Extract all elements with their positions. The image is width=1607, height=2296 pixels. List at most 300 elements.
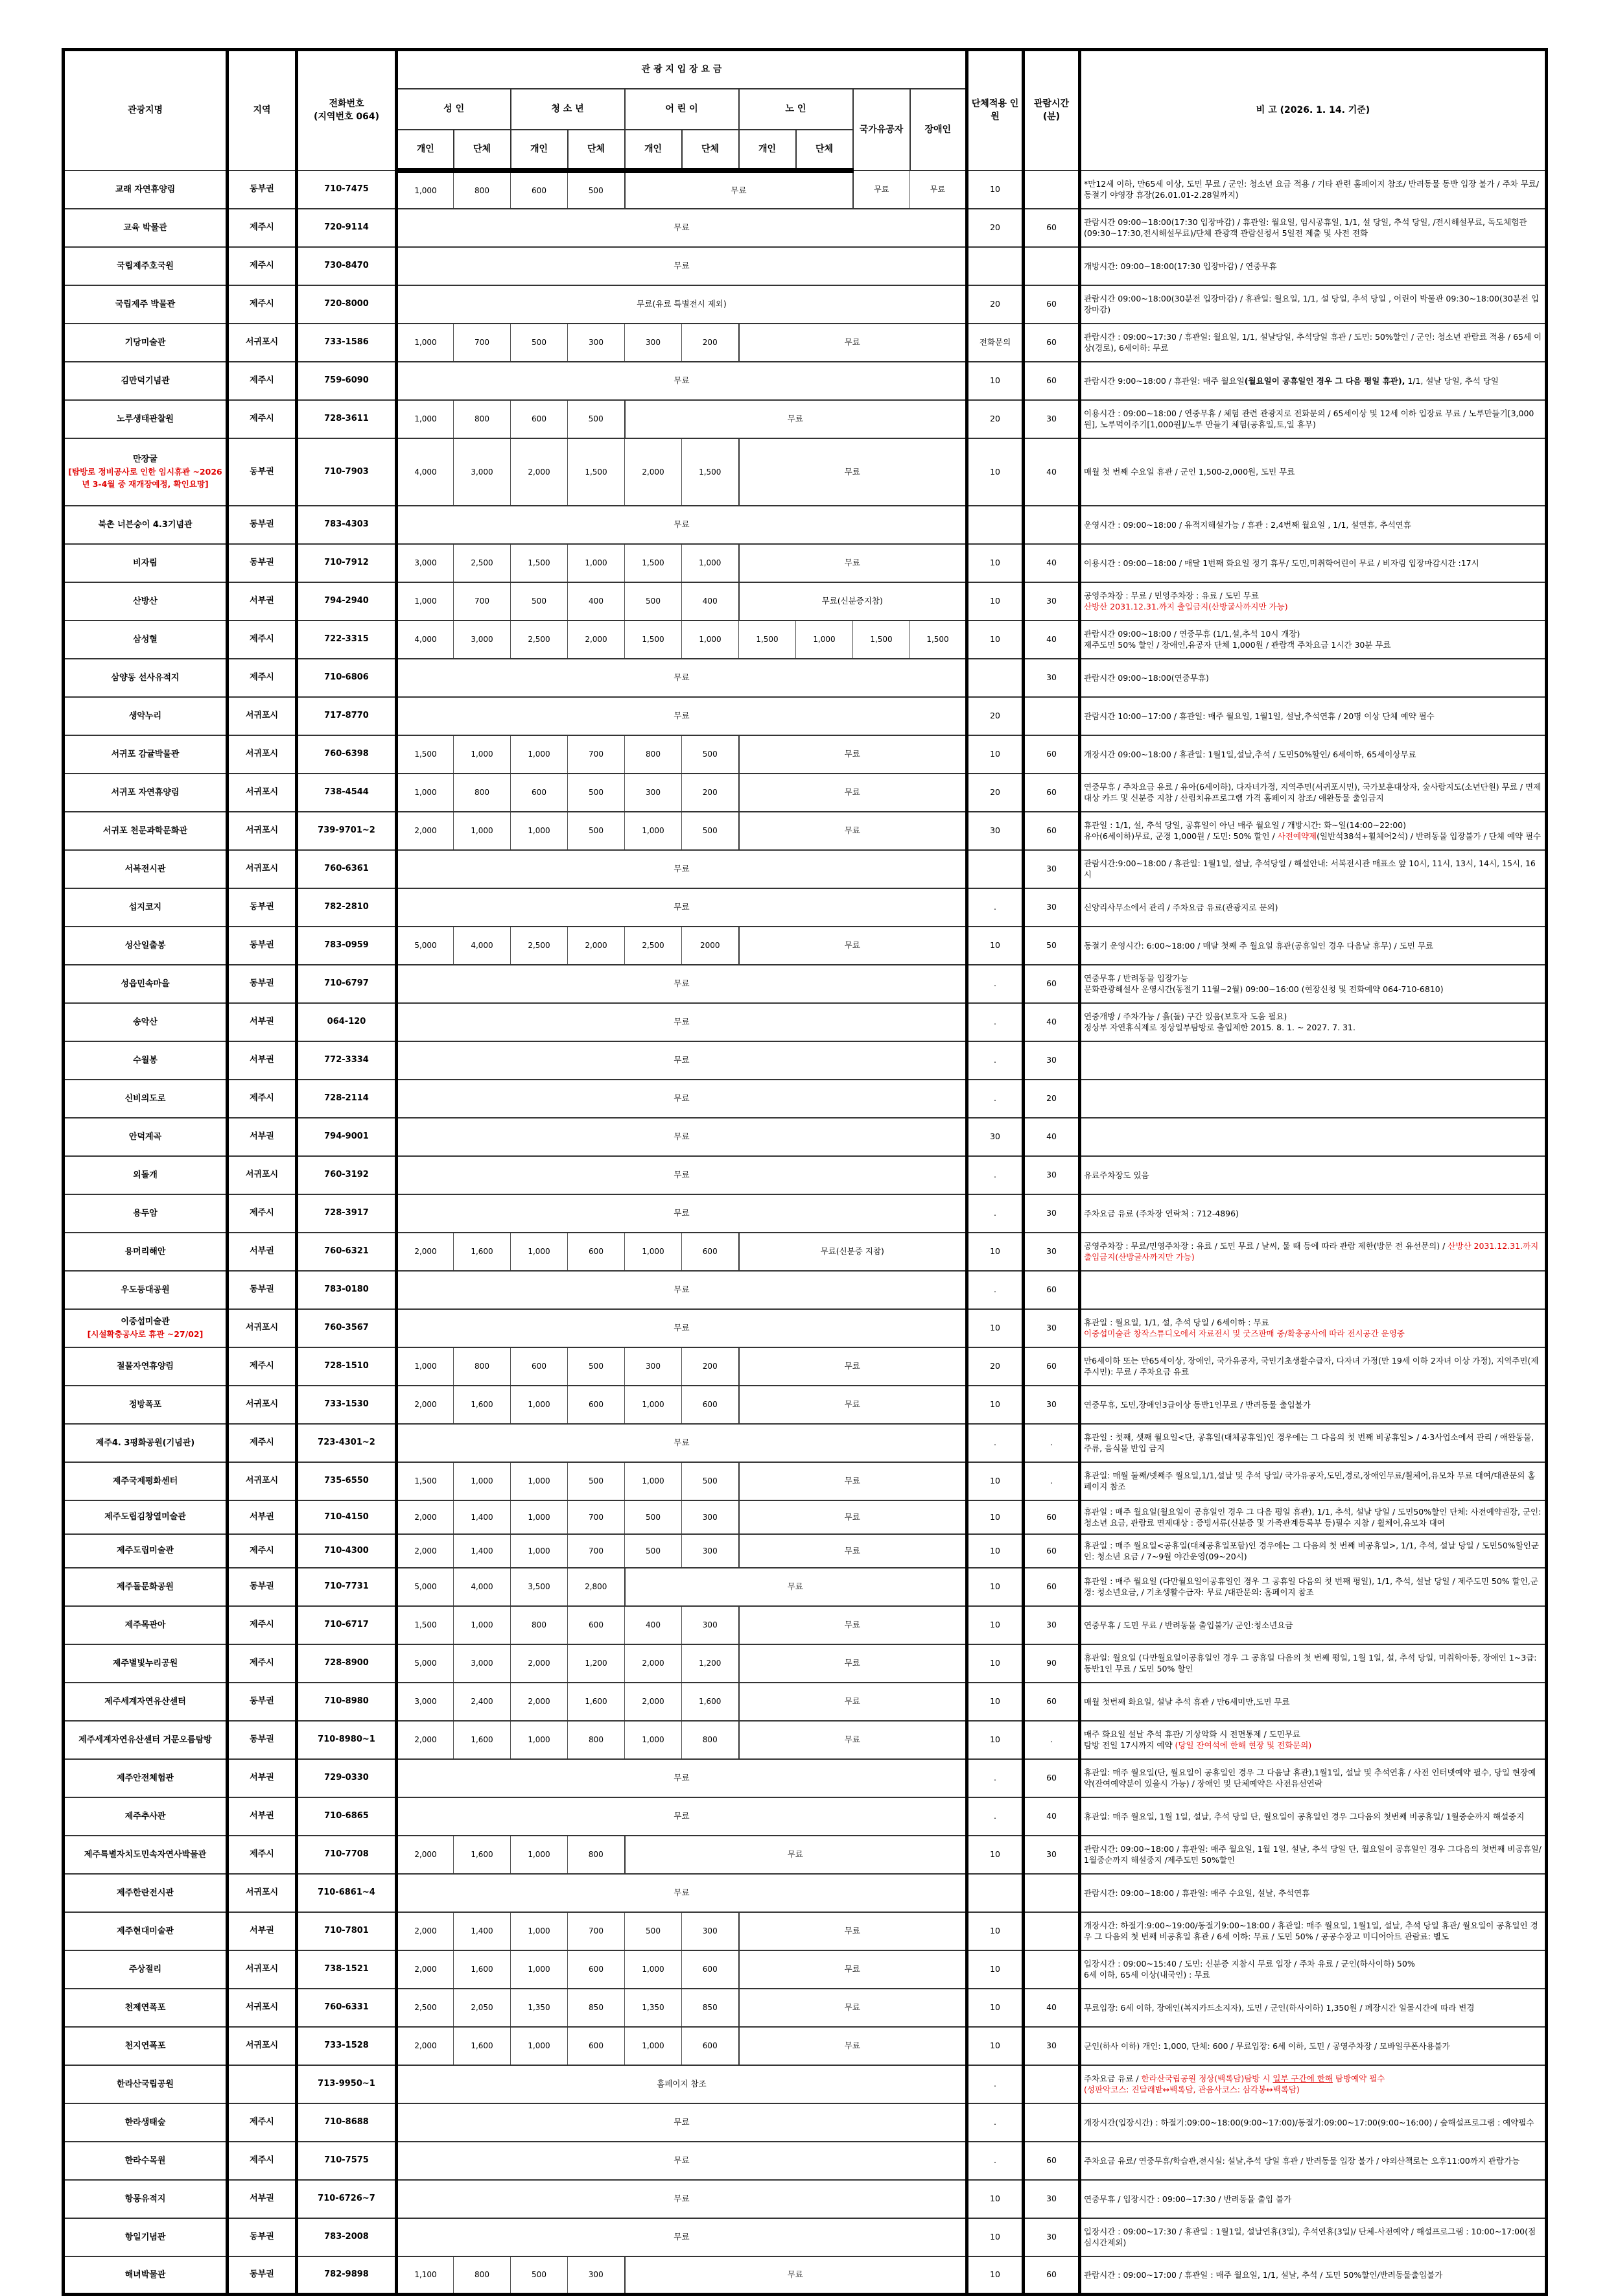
group-min-persons: 10: [967, 2256, 1024, 2295]
attraction-name: 외돌개: [133, 1170, 158, 1180]
table-row: [64, 209, 1547, 247]
region: 동부권: [228, 2256, 297, 2295]
remarks: [1080, 1080, 1547, 1118]
fee-value: 600: [568, 1606, 625, 1644]
fee-value: 800: [511, 1606, 568, 1644]
remarks: [1080, 400, 1547, 438]
remark-text: 매월 첫번째 화요일, 설날 추석 휴관 / 만6세미만,도민 무료: [1084, 1696, 1290, 1707]
remark-text: 휴관일: 월요일 (다만월요일이공휴일인 경우 그 공휴일 다음의 첫 번째 평일, 1월 1일, 설, 추석 당일, 미취학아동, 장애인 1~3급: 동반1인 무료 / 도민 50% 할인: [1084, 1653, 1537, 1674]
attraction-name-cell: [64, 2065, 228, 2103]
fee-value: 2,000: [397, 1836, 454, 1874]
fee-value: 500: [511, 582, 568, 621]
attraction-name-cell: [64, 1721, 228, 1759]
attraction-name-cell: [64, 1156, 228, 1194]
fee-value: 600: [682, 1386, 739, 1424]
free-admission: 무료(신분증지참): [739, 582, 967, 621]
view-time-minutes: 60: [1024, 209, 1080, 247]
fee-value: 1,000: [397, 582, 454, 621]
header-senior-group: 단체: [796, 130, 853, 171]
attraction-name: 절물자연휴양림: [117, 1361, 174, 1371]
remarks: [1080, 850, 1547, 888]
fee-value: 2,500: [511, 621, 568, 659]
fee-value: 1,000: [568, 544, 625, 582]
group-min-persons: 10: [967, 544, 1024, 582]
view-time-minutes: .: [1024, 1424, 1080, 1462]
table-row: [64, 324, 1547, 362]
remark-text: 휴관일 : 첫째, 셋째 월요일<단, 공휴일(대체공휴일)인 경우에는 그 다음의 첫 번째 비공휴일> / 4·3사업소에서 관리 / 애완동물, 주류, 음식물 반입 금지: [1084, 1432, 1534, 1453]
free-admission: 무료: [397, 1003, 967, 1041]
remark-text: 입장시간 : 09:00~15:40 / 도민: 신분증 지참시 무료 입장 / 주차 유료 / 군인(하사이하) 50%: [1084, 1959, 1415, 1969]
attraction-name-cell: [64, 1271, 228, 1309]
phone-number: 710-4150: [297, 1500, 397, 1534]
remarks: [1080, 1683, 1547, 1721]
fee-value: 500: [625, 582, 682, 621]
remark-text: 휴관일 : 1/1, 설, 추석 당일, 공휴일이 아닌 매주 월요일 / 개방시간: 화~일(14:00~22:00): [1084, 820, 1406, 830]
fee-value: 1,500: [625, 544, 682, 582]
table-row: [64, 1003, 1547, 1041]
fee-value: 1,000: [511, 1950, 568, 1989]
fee-value: 200: [682, 324, 739, 362]
attraction-name-cell: [64, 544, 228, 582]
region: 제주시: [228, 2103, 297, 2142]
remark-text: (당일 잔여석에 한해 현장 및 전화문의): [1175, 1740, 1312, 1750]
region: 서귀포시: [228, 1156, 297, 1194]
region: 서부권: [228, 582, 297, 621]
fee-value: 1,000: [511, 1534, 568, 1568]
group-min-persons: 30: [967, 812, 1024, 850]
free-admission: 무료: [739, 544, 967, 582]
fee-value: 700: [568, 1500, 625, 1534]
attraction-name-cell: [64, 1118, 228, 1156]
fee-value: 1,000: [511, 1500, 568, 1534]
attraction-name: 생약누리: [128, 711, 162, 721]
region: 서귀포시: [228, 735, 297, 774]
attraction-name: 김만덕기념관: [121, 375, 170, 386]
table-row: [64, 850, 1547, 888]
table-row: [64, 1721, 1547, 1759]
view-time-minutes: 60: [1024, 1534, 1080, 1568]
fee-value: 3,000: [397, 544, 454, 582]
header-youth: 청 소 년: [511, 89, 625, 130]
fee-value: 1,500: [739, 621, 796, 659]
remark-text: 입장시간 : 09:00~17:30 / 휴관일 : 1월1일, 설날연휴(3일), 추석연휴(3일)/ 단체-사전예약 / 해설프로그램 : 10:00~17:00(점심시간제외): [1084, 2227, 1536, 2247]
fee-value: 5,000: [397, 927, 454, 965]
free-admission: 무료: [397, 1424, 967, 1462]
table-row: [64, 1462, 1547, 1500]
group-min-persons: 10: [967, 1644, 1024, 1683]
remark-text: 연중무휴 / 주차요금 유료 / 유아(6세이하), 다자녀가정, 지역주민(서귀포시민), 국가보훈대상자, 숲사랑지도(소년단원) 무료 / 면제대상 카드 및 신분증 지참 / 산림치유프로그램 가격 홈페이지 참조/ 애완동물 출입금지: [1084, 782, 1542, 803]
attraction-name: 서복전시관: [124, 864, 166, 874]
free-admission: 무료: [397, 1118, 967, 1156]
fee-value: 1,400: [454, 1912, 511, 1950]
remark-text: 정상부 자연휴식제로 정상일부탐방로 출입제한 2015. 8. 1. ~ 2027. 7. 31.: [1084, 1023, 1355, 1032]
attraction-name: 제주4. 3평화공원(기념관): [95, 1438, 195, 1448]
view-time-minutes: 40: [1024, 1118, 1080, 1156]
phone-number: 739-9701~2: [297, 812, 397, 850]
header-phone: [297, 50, 397, 171]
fee-value: 500: [568, 1347, 625, 1386]
phone-number: 710-6726~7: [297, 2180, 397, 2218]
phone-number: 733-1530: [297, 1386, 397, 1424]
attraction-name: 교래 자연휴양림: [115, 184, 176, 195]
phone-number: 722-3315: [297, 621, 397, 659]
free-admission: 무료: [397, 850, 967, 888]
free-admission: 무료: [397, 506, 967, 544]
table-row: [64, 1118, 1547, 1156]
remark-text: 이중섭미술관 창작스튜디오에서 자료전시 및 굿즈판매 중/확충공사에 따라 전시공간 운영중: [1084, 1329, 1405, 1338]
table-row: [64, 1836, 1547, 1874]
region: 서귀포시: [228, 1309, 297, 1347]
table-row: [64, 774, 1547, 812]
group-min-persons: 10: [967, 1912, 1024, 1950]
fee-value: 1,000: [511, 1386, 568, 1424]
group-min-persons: [967, 247, 1024, 285]
phone-number: 794-9001: [297, 1118, 397, 1156]
attraction-name-cell: [64, 1874, 228, 1912]
remarks: [1080, 1836, 1547, 1874]
fee-value: 1,350: [511, 1989, 568, 2027]
remarks: [1080, 1347, 1547, 1386]
remarks: [1080, 1424, 1547, 1462]
table-row: [64, 362, 1547, 400]
remark-text: 휴관일 : 매주 월요일<공휴일(대체공휴일포함)인 경우에는 그 다음의 첫 번째 비공휴일>, 1/1, 추석, 설날 당일 / 도민50%할인군인: 청소년 요금 / 7~9월 야간운영(09~20시): [1084, 1540, 1539, 1561]
view-time-minutes: 60: [1024, 1683, 1080, 1721]
closure-notice: [탐방로 정비공사로 인한 임시휴관 ~2026년 3-4월 중 재개장예정, 확인요망]: [68, 467, 222, 489]
fee-value: 2,000: [397, 1233, 454, 1271]
remark-text: 6세 이하, 65세 이상(내국인) : 무료: [1084, 1970, 1210, 1980]
remarks: [1080, 171, 1547, 209]
region: 제주시: [228, 1080, 297, 1118]
attraction-name-cell: [64, 1080, 228, 1118]
free-admission: 무료: [625, 1836, 967, 1874]
region: 동부권: [228, 1683, 297, 1721]
view-time-minutes: 30: [1024, 1836, 1080, 1874]
attraction-name-cell: [64, 506, 228, 544]
remark-text: 관람시간 09:00~18:00(30분전 입장마감) / 휴관일: 월요일, 1/1, 설 당일, 추석 당일 , 어린이 박물관 09:30~18:00(30분전 입장마감): [1084, 294, 1539, 314]
attraction-name: 성읍민속마을: [121, 978, 170, 989]
table-row: [64, 1194, 1547, 1233]
free-admission: 무료: [397, 1759, 967, 1797]
remarks: [1080, 735, 1547, 774]
remark-text: 개장시간 09:00~18:00 / 휴관일: 1월1일,설날,추석 / 도민50%할인/ 6세이하, 65세이상무료: [1084, 749, 1416, 759]
fee-value: 5,000: [397, 1644, 454, 1683]
fee-value: 700: [454, 582, 511, 621]
remarks: [1080, 2103, 1547, 2142]
fee-value: 1,200: [568, 1644, 625, 1683]
fee-value: 1,500: [511, 544, 568, 582]
fee-value: 4,000: [397, 438, 454, 506]
remark-text: 개방시간: 09:00~18:00(17:30 입장마감) / 연중무휴: [1084, 261, 1277, 271]
fee-value: 300: [682, 1500, 739, 1534]
region: 서부권: [228, 2180, 297, 2218]
table-row: [64, 1271, 1547, 1309]
attraction-name: 한라산국립공원: [117, 2079, 174, 2089]
header-child: 어 린 이: [625, 89, 739, 130]
phone-number: 710-6797: [297, 965, 397, 1003]
table-row: [64, 1386, 1547, 1424]
table-row: [64, 1534, 1547, 1568]
view-time-minutes: 60: [1024, 1347, 1080, 1386]
header-phone-line1: 전화번호: [329, 99, 364, 110]
remarks: [1080, 1386, 1547, 1424]
phone-number: 772-3334: [297, 1041, 397, 1080]
group-min-persons: .: [967, 888, 1024, 927]
fee-value: 1,000: [625, 1386, 682, 1424]
remarks: [1080, 1462, 1547, 1500]
free-admission: 무료: [397, 1080, 967, 1118]
table-row: [64, 285, 1547, 324]
remarks: [1080, 1500, 1547, 1534]
phone-number: 710-7731: [297, 1568, 397, 1606]
fee-value: 1,100: [397, 2256, 454, 2295]
remarks: [1080, 2180, 1547, 2218]
fee-value: 1,000: [796, 621, 853, 659]
fee-value: 300: [625, 324, 682, 362]
remark-text: 관람시간:9:00~18:00 / 휴관일: 1월1일, 설날, 추석당일 / 해설안내: 서복전시관 매표소 앞 10시, 11시, 13시, 14시, 15시, 16시: [1084, 858, 1536, 879]
attraction-name-cell: [64, 1194, 228, 1233]
view-time-minutes: 30: [1024, 400, 1080, 438]
attraction-name-cell: [64, 1003, 228, 1041]
attraction-name-cell: [64, 1606, 228, 1644]
phone-number: 760-6361: [297, 850, 397, 888]
group-min-persons: 10: [967, 1836, 1024, 1874]
attraction-name-cell: [64, 582, 228, 621]
fee-value: 1,000: [625, 812, 682, 850]
phone-number: 782-2810: [297, 888, 397, 927]
free-admission: 무료: [397, 1194, 967, 1233]
group-min-persons: 10: [967, 171, 1024, 209]
phone-number: 738-1521: [297, 1950, 397, 1989]
attraction-name: 만장굴: [133, 455, 158, 464]
remark-text: 연중무휴 / 반려동물 입장가능: [1084, 973, 1189, 983]
fee-value: 3,000: [454, 621, 511, 659]
fee-value: 300: [568, 324, 625, 362]
fee-value: 800: [454, 1347, 511, 1386]
view-time-minutes: 60: [1024, 812, 1080, 850]
attraction-name-cell: [64, 2027, 228, 2065]
fee-value: 1,600: [568, 1683, 625, 1721]
free-admission: 무료: [739, 1462, 967, 1500]
fee-value: 800: [625, 735, 682, 774]
remarks: [1080, 2142, 1547, 2180]
view-time-minutes: 60: [1024, 1271, 1080, 1309]
free-admission: 무료: [625, 1568, 967, 1606]
table-row: [64, 2218, 1547, 2256]
remarks: [1080, 1874, 1547, 1912]
free-admission: 무료: [739, 927, 967, 965]
fee-value: 500: [511, 2256, 568, 2295]
fee-value: 1,600: [682, 1683, 739, 1721]
phone-number: 710-8980: [297, 1683, 397, 1721]
table-row: [64, 1347, 1547, 1386]
group-min-persons: .: [967, 1194, 1024, 1233]
region: 제주시: [228, 285, 297, 324]
remark-text: 매주 화요일 설날 추석 휴관/ 기상악화 시 전면통제 / 도민무료: [1084, 1729, 1300, 1739]
group-min-persons: .: [967, 2142, 1024, 2180]
view-time-minutes: 40: [1024, 1003, 1080, 1041]
free-admission: 무료(신분증 지참): [739, 1233, 967, 1271]
table-row: [64, 1989, 1547, 2027]
phone-number: 760-3192: [297, 1156, 397, 1194]
remarks: [1080, 1950, 1547, 1989]
fee-value: 500: [625, 1500, 682, 1534]
fee-value: 1,500: [397, 1606, 454, 1644]
fee-value: 1,600: [454, 1386, 511, 1424]
fee-value: 1,000: [625, 1721, 682, 1759]
remark-text: 휴관일: 매주 월요일, 1월 1일, 설날, 추석 당일 단, 월요일이 공휴일인 경우 그다음의 첫번째 비공휴일/ 1월중순까지 해설중지: [1084, 1811, 1525, 1821]
remark-text: 휴관일 : 월요일, 1/1, 설, 추석 당일 / 6세이하 : 무료: [1084, 1318, 1269, 1327]
remark-text: 이용시간 : 09:00~18:00 / 매달 1번째 화요일 정기 휴무/ 도민,미취학어린이 무료 / 비자림 입장마감시간 :17시: [1084, 558, 1479, 568]
fee-value: 600: [682, 1950, 739, 1989]
attraction-name: 제주현대미술관: [117, 1926, 174, 1936]
fee-value: 500: [625, 1534, 682, 1568]
fee-value: 3,000: [454, 438, 511, 506]
remark-text: 유료주차장도 있음: [1084, 1170, 1149, 1180]
header-fee-group: 관 광 지 입 장 요 금: [397, 50, 967, 89]
attraction-name-cell: [64, 1836, 228, 1874]
view-time-minutes: 20: [1024, 1080, 1080, 1118]
attraction-name-cell: [64, 247, 228, 285]
remark-text: 연중개방 / 주차가능 / 흙(돌) 구간 있음(보호자 도움 필요): [1084, 1012, 1287, 1021]
table-row: [64, 621, 1547, 659]
attraction-name: 제주세계자연유산센터 거문오름탐방: [78, 1734, 212, 1745]
fee-value: 700: [568, 1912, 625, 1950]
region: 서부권: [228, 1759, 297, 1797]
fee-value: 700: [568, 1534, 625, 1568]
view-time-minutes: 60: [1024, 285, 1080, 324]
attraction-name-cell: [64, 400, 228, 438]
remark-text: 휴관일: 매월 둘째/넷째주 월요일,1/1,설날 및 추석 당일/ 국가유공자,도민,경로,장애인무료/휠체어,유모차 무료 대여/대관문의 홈페이지 참조: [1084, 1471, 1536, 1491]
fee-value: 3,500: [511, 1568, 568, 1606]
attraction-name: 항일기념관: [124, 2232, 166, 2242]
group-min-persons: 20: [967, 400, 1024, 438]
view-time-minutes: [1024, 506, 1080, 544]
view-time-minutes: 40: [1024, 544, 1080, 582]
fee-value: 1,400: [454, 1500, 511, 1534]
phone-number: 738-4544: [297, 774, 397, 812]
free-admission: 무료: [739, 1721, 967, 1759]
group-min-persons: 10: [967, 927, 1024, 965]
remark-text: 1/1, 설날 당일, 추석 당일: [1405, 375, 1499, 386]
closure-notice: [시설확충공사로 휴관 ~27/02]: [87, 1329, 204, 1339]
view-time-minutes: 60: [1024, 1759, 1080, 1797]
group-min-persons: [967, 506, 1024, 544]
region: 제주시: [228, 1424, 297, 1462]
fee-value: 2,000: [397, 812, 454, 850]
attraction-name-cell: [64, 774, 228, 812]
remark-text: 휴관일 : 매주 월요일 (다만월요일이공휴일인 경우 그 공휴일 다음의 첫 번째 평일), 1/1, 추석, 설날 당일 / 제주도민 50% 할인,군경: 청소년요금, / 기초생활수급자: 무료 /대관문의: 홈페이지 참조: [1084, 1576, 1538, 1597]
fee-value: 300: [682, 1912, 739, 1950]
fee-value: 4,000: [397, 621, 454, 659]
fee-value: 500: [568, 774, 625, 812]
attraction-name: 용두암: [133, 1208, 158, 1218]
group-min-persons: 10: [967, 1989, 1024, 2027]
header-view-time: 관람시간 (분): [1024, 50, 1080, 171]
group-min-persons: .: [967, 965, 1024, 1003]
fee-value: 1,000: [511, 1462, 568, 1500]
attraction-name: 성산일출봉: [124, 940, 166, 951]
free-admission: 무료: [739, 735, 967, 774]
fee-value: 800: [454, 171, 511, 209]
attraction-name: 수월봉: [133, 1055, 158, 1065]
attraction-name-cell: [64, 735, 228, 774]
attraction-name: 제주한란전시관: [117, 1888, 174, 1898]
region: 제주시: [228, 1836, 297, 1874]
group-min-persons: 30: [967, 1118, 1024, 1156]
group-min-persons: .: [967, 1271, 1024, 1309]
free-admission: 무료: [625, 171, 853, 209]
fee-value: 850: [568, 1989, 625, 2027]
fee-value: 1,500: [682, 438, 739, 506]
fee-value: 무료: [910, 171, 967, 209]
free-admission: 무료: [397, 247, 967, 285]
attraction-name-cell: [64, 209, 228, 247]
fee-value: 1,000: [625, 1462, 682, 1500]
remarks: [1080, 1003, 1547, 1041]
group-min-persons: .: [967, 1759, 1024, 1797]
group-min-persons: 20: [967, 697, 1024, 735]
remarks: [1080, 1721, 1547, 1759]
remark-text: 탐방예약 필수: [1332, 2074, 1385, 2083]
remarks: [1080, 362, 1547, 400]
attraction-name-cell: [64, 2256, 228, 2295]
fee-value: 1,200: [682, 1644, 739, 1683]
region: 제주시: [228, 1534, 297, 1568]
header-region: 지역: [228, 50, 297, 171]
remarks: [1080, 697, 1547, 735]
attraction-name-cell: [64, 1233, 228, 1271]
table-row: [64, 171, 1547, 209]
view-time-minutes: [1024, 1874, 1080, 1912]
header-child-group: 단체: [682, 130, 739, 171]
phone-number: 733-1528: [297, 2027, 397, 2065]
attraction-name-cell: [64, 1759, 228, 1797]
phone-number: 710-7903: [297, 438, 397, 506]
table-row: [64, 1233, 1547, 1271]
fee-value: 500: [568, 400, 625, 438]
remarks: [1080, 1156, 1547, 1194]
remark-text: 공영주차장 : 무료 / 민영주차장 : 유료 / 도민 무료: [1084, 591, 1259, 600]
phone-number: 064-120: [297, 1003, 397, 1041]
table-row: [64, 582, 1547, 621]
attraction-name-cell: [64, 1462, 228, 1500]
region: 제주시: [228, 362, 297, 400]
remarks: [1080, 927, 1547, 965]
group-min-persons: 10: [967, 1462, 1024, 1500]
admission-fee-table: [62, 48, 1548, 2296]
remarks: [1080, 1989, 1547, 2027]
attraction-name-cell: [64, 171, 228, 209]
attraction-name: 섭지코지: [128, 902, 162, 912]
region: 제주시: [228, 659, 297, 697]
attraction-name: 해녀박물관: [124, 2269, 166, 2280]
attraction-name: 이중섭미술관: [121, 1317, 170, 1327]
attraction-name-cell: [64, 1347, 228, 1386]
fee-value: 1,000: [454, 735, 511, 774]
view-time-minutes: [1024, 2103, 1080, 2142]
attraction-name: 서귀포 자연휴양림: [111, 787, 180, 798]
attraction-name: 신비의도로: [124, 1093, 166, 1104]
remark-text: 동절기 운영시간: 6:00~18:00 / 매달 첫째 주 월요일 휴관(공휴일인 경우 다음날 휴무) / 도민 무료: [1084, 940, 1433, 951]
remarks: [1080, 2256, 1547, 2295]
remarks: [1080, 2065, 1547, 2103]
attraction-name-cell: [64, 2218, 228, 2256]
fee-value: 2,000: [511, 438, 568, 506]
table-row: [64, 697, 1547, 735]
remarks: [1080, 209, 1547, 247]
phone-number: 728-3917: [297, 1194, 397, 1233]
region: 동부권: [228, 965, 297, 1003]
